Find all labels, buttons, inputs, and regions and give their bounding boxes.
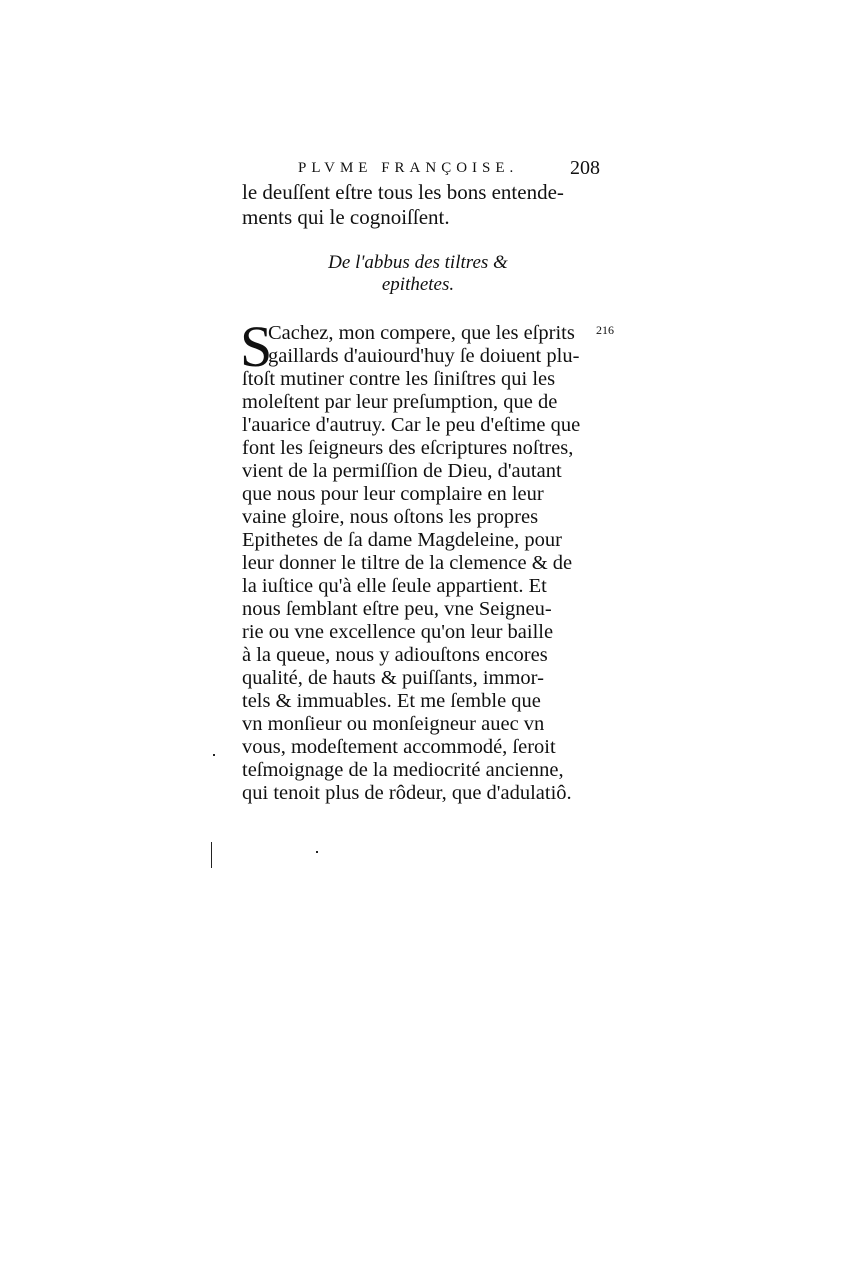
page-number: 208 [570,157,600,179]
paragraph-line: gaillards d'auiourd'huy ſe doiuent plu- [268,345,580,367]
paragraph-line: que nous pour leur complaire en leur [242,483,544,505]
section-title-line: De l'abbus des tiltres & [328,252,508,273]
scan-mark [211,842,212,868]
paragraph-line: l'auarice d'autruy. Car le peu d'eſtime que [242,414,581,436]
paragraph-line: leur donner le tiltre de la clemence & de [242,552,573,574]
running-title: PLVME FRANÇOISE. [298,160,519,176]
margin-note: 216 [596,323,614,337]
paragraph-line: à la queue, nous y adiouſtons encores [242,644,548,666]
paragraph-line: teſmoignage de la mediocrité ancienne, [242,759,564,781]
section-title-line: epithetes. [381,274,455,295]
paragraph-line: nous ſemblant eſtre peu, vne Seigneu- [242,598,552,620]
paragraph-line: font les ſeigneurs des eſcriptures noſtres, [242,437,574,459]
scan-speck [316,851,318,853]
paragraph-line: rie ou vne excellence qu'on leur baille [242,621,554,643]
paragraph-line: Epithetes de ſa dame Magdeleine, pour [242,529,562,551]
paragraph-line: ſtoſt mutiner contre les ſiniſtres qui les [242,368,556,390]
paragraph-line: qualité, de hauts & puiſſants, immor- [242,667,544,689]
paragraph-line: Cachez, mon compere, que les eſprits [268,322,575,344]
carry-over-line: le deuſſent eſtre tous les bons entende- [242,180,564,204]
paragraph-line: vn monſieur ou monſeigneur auec vn [242,713,545,735]
paragraph-line: vaine gloire, nous oſtons les propres [242,506,539,528]
scan-speck [213,754,215,756]
carry-over-line: ments qui le cognoiſſent. [242,205,450,229]
paragraph-line: vient de la permiſſion de Dieu, d'autant [242,460,562,482]
paragraph-line: vous, modeſtement accommodé, ſeroit [242,736,556,758]
paragraph-line: la iuſtice qu'à elle ſeule appartient. Et [242,575,547,597]
drop-cap: S [240,314,273,379]
paragraph-line: tels & immuables. Et me ſemble que [242,690,541,712]
paragraph-line: moleſtent par leur preſumption, que de [242,391,558,413]
paragraph-line: qui tenoit plus de rôdeur, que d'adulatiô. [242,782,572,804]
